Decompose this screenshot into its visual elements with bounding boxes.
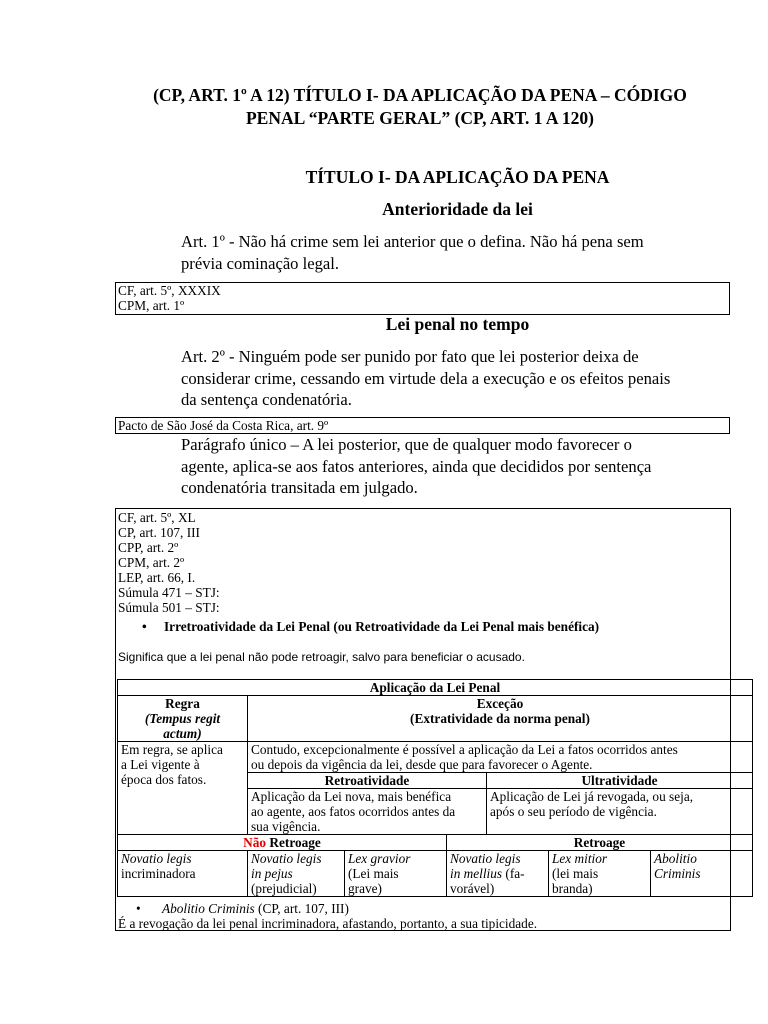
notes-box [115,508,731,931]
cell-lex-gravior [345,851,447,897]
cell-novatio-in-mellius [447,851,549,897]
abolitio-term: Abolitio Criminis [162,901,255,916]
cell-term: in mellius [450,866,503,881]
cell-desc: grave) [348,881,382,896]
cell-term: Abolitio [654,851,697,866]
bullet-icon: • [142,619,147,634]
excecao-text-line: Contudo, excepcionalmente é possível a aplicação da Lei a fatos ocorridos antes [251,742,678,757]
cell-novatio-in-pejus [248,851,345,897]
title-line-2: PENAL “PARTE GERAL” (CP, ART. 1 A 120) [245,108,594,128]
regra-text-line: época dos fatos. [121,772,207,787]
retroatividade-label: Retroatividade [248,773,487,789]
section-title: TÍTULO I- DA APLICAÇÃO DA PENA [305,167,610,187]
cell-term: Novatio legis [450,851,521,866]
cell-desc: (Lei mais [348,866,399,881]
cell-desc: (lei mais [552,866,599,881]
heading-lei-penal-tempo: Lei penal no tempo [385,314,530,334]
nao-rest: Retroage [266,835,321,850]
retro-line: sua vigência. [251,819,321,834]
art-1-line-1: Art. 1º - Não há crime sem lei anterior que o defina. Não há pena sem [181,232,644,251]
ref-item: CPM, art. 2º [118,555,185,570]
cell-desc: vorável) [450,881,495,896]
ref-item: Súmula 471 – STJ: [118,585,220,600]
excecao-text-line: ou depois da vigência da lei, desde que para favorecer o Agente. [251,757,593,772]
cell-desc: incriminadora [121,866,196,881]
nao-word: Não [243,835,267,850]
cell-desc: branda) [552,881,593,896]
art-2-line-3: da sentença condenatória. [181,390,352,409]
bullet-icon: • [136,901,141,916]
excecao-label: Exceção [476,696,524,711]
retroage-header: Retroage [447,835,753,851]
cell-desc: (prejudicial) [251,881,317,896]
retro-ultra-table [248,772,752,834]
paragrafo-line-3: condenatória transitada em julgado. [181,478,418,497]
excecao-header [248,696,753,742]
bullet-abolitio [136,901,349,916]
regra-sub-1: (Tempus regit [144,711,221,726]
ultratividade-label: Ultratividade [487,773,753,789]
ref-item: LEP, art. 66, I. [118,570,196,585]
cell-term: Lex gravior [348,851,411,866]
paragrafo-line-1: Parágrafo único – A lei posterior, que de qualquer modo favorecer o [181,435,632,454]
paragrafo-unico [181,434,741,499]
bullet-irretroatividade [142,619,599,634]
nao-retroage-header [118,835,447,851]
regra-text-line: a Lei vigente à [121,757,200,772]
cell-novatio-incriminadora [118,851,248,897]
cell-lex-mitior [549,851,651,897]
regra-sub-2: actum) [163,726,202,741]
ref-item: CP, art. 107, III [118,525,200,540]
abolitio-definition: É a revogação da lei penal incriminadora, afastando, portanto, a sua tipicidade. [118,916,538,931]
ref-item: CF, art. 5º, XXXIX [118,283,221,298]
excecao-sub: (Extratividade da norma penal) [410,711,590,726]
cell-term: Novatio legis [121,851,192,866]
retro-line: Aplicação da Lei nova, mais benéfica [251,789,452,804]
regra-text [118,742,248,835]
art-2-line-1: Art. 2º - Ninguém pode ser punido por fato que lei posterior deixa de [181,347,639,366]
art-2-line-2: considerar crime, cessando em virtude dela a execução e os efeitos penais [181,368,671,388]
cell-term: Criminis [654,866,701,881]
cell-term: Lex mitior [552,851,608,866]
ref-item: CF, art. 5º, XL [118,510,196,525]
ref-box-art1 [115,282,730,315]
regra-text-line: Em regra, se aplica [121,742,223,757]
bullet-text: Irretroatividade da Lei Penal (ou Retroatividade da Lei Penal mais benéfica) [164,619,600,634]
title-line-1: (CP, ART. 1º A 12) TÍTULO I- DA APLICAÇÃO DA PENA – CÓDIGO [153,85,687,105]
retroatividade-text [248,789,487,835]
ref-box-pacto [115,417,730,434]
art-2-text [181,346,741,411]
ultra-line: após o seu período de vigência. [490,804,657,819]
ultratividade-text [487,789,753,835]
cell-abolitio-criminis [651,851,753,897]
excecao-text [248,742,753,773]
cell-term: Novatio legis [251,851,322,866]
cell-desc: (fa- [502,866,525,881]
table-title: Aplicação da Lei Penal [118,680,753,696]
ultra-line: Aplicação de Lei já revogada, ou seja, [490,789,694,804]
art-1-line-2: prévia cominação legal. [181,253,340,273]
aplicacao-table [117,679,753,897]
ref-item: Súmula 501 – STJ: [118,600,220,615]
art-1-text [181,231,741,274]
cell-term: in pejus [251,866,293,881]
ref-item: Pacto de São José da Costa Rica, art. 9º [118,418,329,433]
abolitio-ref: (CP, art. 107, III) [254,901,349,916]
paragrafo-line-2: agente, aplica-se aos fatos anteriores, ainda que decididos por sentença [181,456,652,476]
retro-ultra-cell [248,772,753,835]
refs-list [118,510,220,615]
document-title [100,84,740,130]
meaning-text: Significa que a lei penal não pode retroagir, salvo para beneficiar o acusado. [118,650,525,664]
ref-item: CPP, art. 2º [118,540,179,555]
heading-anterioridade: Anterioridade da lei [382,199,533,219]
ref-item: CPM, art. 1º [118,298,185,313]
retro-line: ao agente, aos fatos ocorridos antes da [251,804,456,819]
regra-header [118,696,248,742]
regra-label: Regra [165,696,200,711]
